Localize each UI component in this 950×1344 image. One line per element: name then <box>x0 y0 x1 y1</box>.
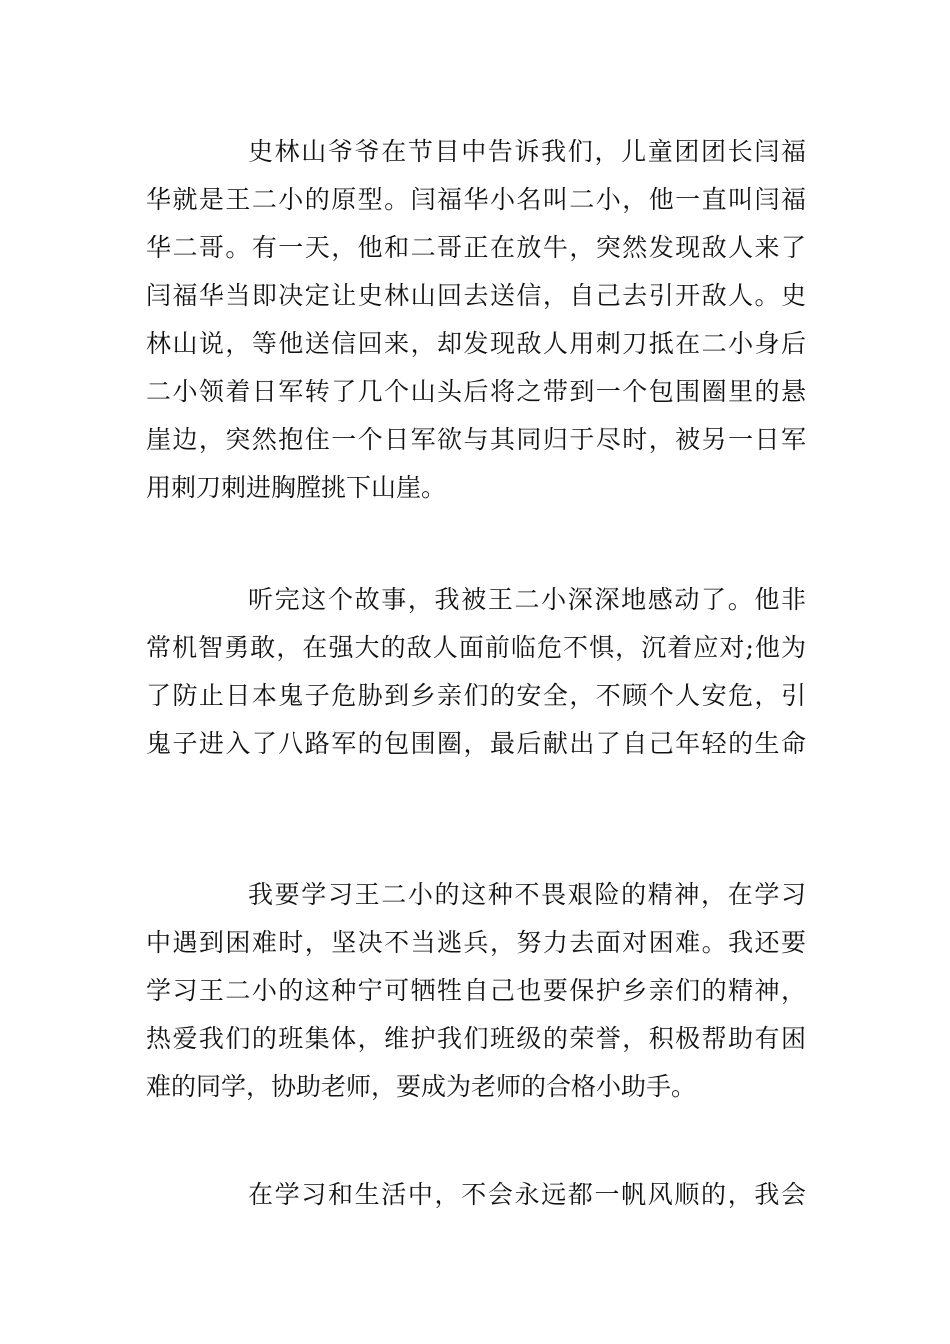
paragraph-line: 我要学习王二小的这种不畏艰险的精神，在学习 <box>248 880 806 909</box>
paragraph-line: 二小领着日军转了几个山头后将之带到一个包围圈里的悬 <box>146 377 806 406</box>
paragraph-line: 鬼子进入了八路军的包围圈，最后献出了自己年轻的生命 <box>146 729 806 758</box>
paragraph-line: 热爱我们的班集体，维护我们班级的荣誉，积极帮助有困 <box>146 1024 806 1053</box>
paragraph-line: 学习王二小的这种宁可牺牲自己也要保护乡亲们的精神， <box>146 976 806 1005</box>
paragraph-line: 中遇到困难时，坚决不当逃兵，努力去面对困难。我还要 <box>146 928 806 957</box>
paragraph-resolution <box>146 871 806 1111</box>
paragraph-story <box>146 128 806 512</box>
paragraph-line: 了防止日本鬼子危胁到乡亲们的安全，不顾个人安危，引 <box>146 681 806 710</box>
paragraph-line: 史林山爷爷在节目中告诉我们，儿童团团长闫福 <box>248 137 806 166</box>
paragraph-line: 华二哥。有一天，他和二哥正在放牛，突然发现敌人来了 <box>146 233 806 262</box>
paragraph-reflection <box>146 576 806 768</box>
paragraph-closing <box>146 1171 806 1219</box>
paragraph-line: 崖边，突然抱住一个日军欲与其同归于尽时，被另一日军 <box>146 425 806 454</box>
paragraph-line: 听完这个故事，我被王二小深深地感动了。他非 <box>248 585 806 614</box>
paragraph-line: 难的同学，协助老师，要成为老师的合格小助手。 <box>146 1072 697 1101</box>
paragraph-line: 林山说，等他送信回来，却发现敌人用刺刀抵在二小身后 <box>146 329 806 358</box>
paragraph-line: 在学习和生活中，不会永远都一帆风顺的，我会 <box>248 1180 806 1209</box>
paragraph-line: 常机智勇敢，在强大的敌人面前临危不惧，沉着应对;他为 <box>146 633 806 662</box>
paragraph-line: 闫福华当即决定让史林山回去送信，自己去引开敌人。史 <box>146 281 806 310</box>
paragraph-line: 用刺刀刺进胸膛挑下山崖。 <box>146 473 447 502</box>
paragraph-line: 华就是王二小的原型。闫福华小名叫二小，他一直叫闫福 <box>146 185 806 214</box>
